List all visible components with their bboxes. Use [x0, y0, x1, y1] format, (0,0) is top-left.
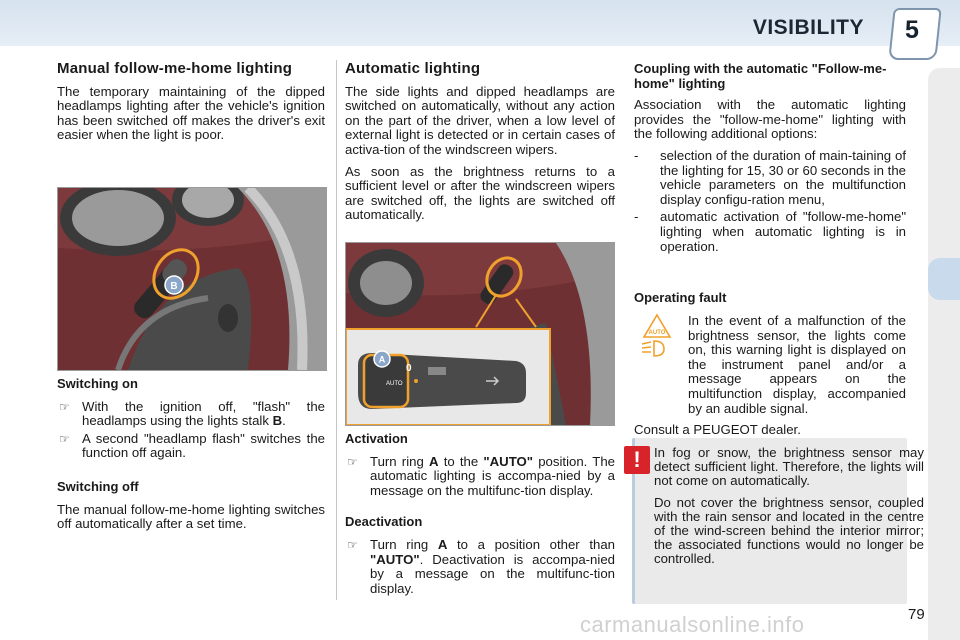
activation-section	[345, 432, 615, 599]
subheading-switching-off: Switching off	[57, 478, 139, 494]
paragraph: As soon as the brightness returns to a sufficient level or after the windscreen wipers are switched off, the lights are switched off automatically.	[345, 163, 615, 223]
subheading-coupling: Coupling with the automatic "Follow-me-home" lighting	[634, 61, 887, 91]
list-item: - automatic activation of "follow-me-home" lighting when automatic lighting is in operation.	[634, 209, 906, 254]
subheading-operating-fault: Operating fault	[634, 290, 727, 305]
switching-on-section	[57, 377, 325, 539]
column-coupling	[634, 62, 906, 257]
operating-fault-section	[634, 314, 906, 445]
hand-pointer-icon: ☞	[59, 399, 70, 414]
chapter-title: VISIBILITY	[752, 16, 864, 39]
section-heading: Manual follow-me-home lighting	[57, 60, 293, 77]
list-item: - selection of the duration of main-taining of the lighting for 15, 30 or 60 seconds in the vehicle parameters on the multifunction display configu-ration menu,	[634, 147, 906, 207]
chapter-marker	[928, 258, 960, 300]
callout-a-label: A	[378, 354, 386, 365]
paragraph: Association with the automatic lighting provides the "follow-me-home" lighting with the following additional options:	[634, 97, 906, 142]
watermark: carmanualsonline.info	[580, 612, 805, 637]
paragraph: The side lights and dipped headlamps are switched on automatically, without any action on the part of the driver, when a low level of external light is detected or in certain cases of activa-tion of the windscreen wipers.	[345, 83, 615, 157]
column-manual-follow-me-home	[57, 62, 325, 150]
paragraph: Do not cover the brightness sensor, coupled with the rain sensor and located in the centre of the wind-screen behind the interior mirror; the associated functions would no longer be controlled.	[654, 494, 924, 567]
paragraph: Consult a PEUGEOT dealer.	[634, 422, 801, 438]
exclamation-warning-icon: !	[624, 446, 650, 474]
hand-pointer-icon: ☞	[347, 454, 358, 469]
hand-pointer-icon: ☞	[347, 537, 358, 552]
subheading-deactivation: Deactivation	[345, 514, 423, 530]
page-number: 79	[908, 606, 925, 623]
stalk-b-illustration	[57, 187, 327, 371]
list-item: ☞ With the ignition off, "flash" the headlamps using the lights stalk B.	[59, 398, 325, 429]
stalk-position-zero: 0	[406, 363, 412, 374]
paragraph: The manual follow-me-home lighting switches off automatically after a set time.	[57, 501, 325, 532]
subheading-switching-on: Switching on	[57, 376, 138, 391]
paragraph: In the event of a malfunction of the brightness sensor, the lights come on, this warning light is displayed on the instrument panel and/or a message appears on the multifunction display, accompanied by an audible signal.	[688, 313, 906, 416]
svg-text:AUTO: AUTO	[648, 330, 666, 336]
stalk-position-auto: AUTO	[386, 381, 403, 387]
callout-b-label: B	[170, 281, 178, 292]
hand-pointer-icon: ☞	[59, 431, 70, 446]
right-rail	[928, 68, 960, 640]
section-heading: Automatic lighting	[345, 60, 481, 77]
list-item: ☞ Turn ring A to a position other than "AUTO". Deactivation is accompa-nied by a message on the multifunc-tion display.	[347, 536, 615, 596]
paragraph: The temporary maintaining of the dipped headlamps lighting after the vehicle's ignition has been switched off makes the driver's exit easier when the light is poor.	[57, 83, 325, 143]
chapter-number: 5	[905, 16, 919, 44]
list-item: ☞ A second "headlamp flash" switches the function off again.	[59, 430, 325, 461]
warning-note-box	[632, 438, 924, 604]
operating-fault-heading-wrap	[634, 291, 906, 306]
subheading-activation: Activation	[345, 431, 408, 446]
list-item: ☞ Turn ring A to the "AUTO" position. The automatic lighting is accompa-nied by a message on the multifunc-tion display.	[347, 453, 615, 498]
stalk-a-illustration	[345, 242, 615, 426]
column-automatic-lighting	[345, 62, 615, 230]
paragraph: In fog or snow, the brightness sensor may detect sufficient light. Therefore, the lights will not come on automatically.	[654, 445, 924, 489]
column-divider	[336, 60, 337, 600]
